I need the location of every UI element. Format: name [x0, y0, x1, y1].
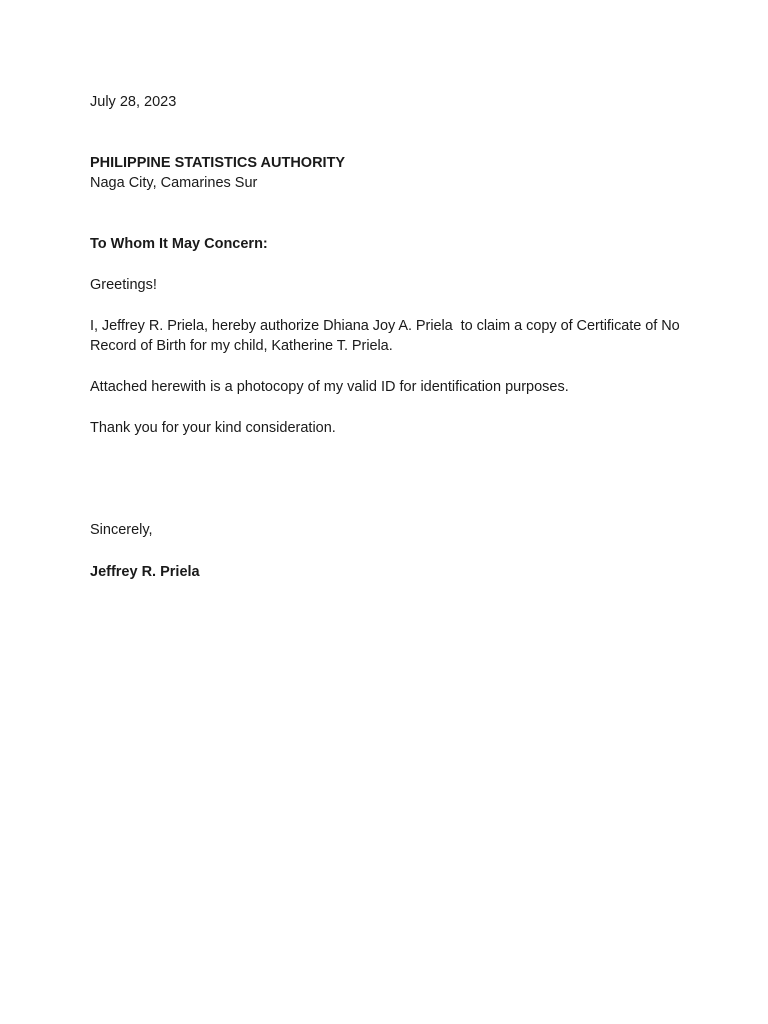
recipient-name: PHILIPPINE STATISTICS AUTHORITY [90, 155, 346, 171]
authorization-letter [90, 92, 690, 582]
greeting: Greetings! [90, 277, 157, 293]
salutation: To Whom It May Concern: [90, 236, 268, 252]
recipient-block [90, 153, 690, 193]
body-paragraph-authorization: I, Jeffrey R. Priela, hereby authorize Dhiana Joy A. Priela to claim a copy of Certificate of No Record of Birth for my child, Katherine T. Priela. [90, 318, 684, 354]
body-paragraph-attachment: Attached herewith is a photocopy of my valid ID for identification purposes. [90, 379, 569, 395]
recipient-address: Naga City, Camarines Sur [90, 175, 258, 191]
letter-date: July 28, 2023 [90, 94, 177, 110]
closing: Sincerely, [90, 522, 153, 538]
body-paragraph-thanks: Thank you for your kind consideration. [90, 420, 336, 436]
signatory-name: Jeffrey R. Priela [90, 564, 200, 580]
